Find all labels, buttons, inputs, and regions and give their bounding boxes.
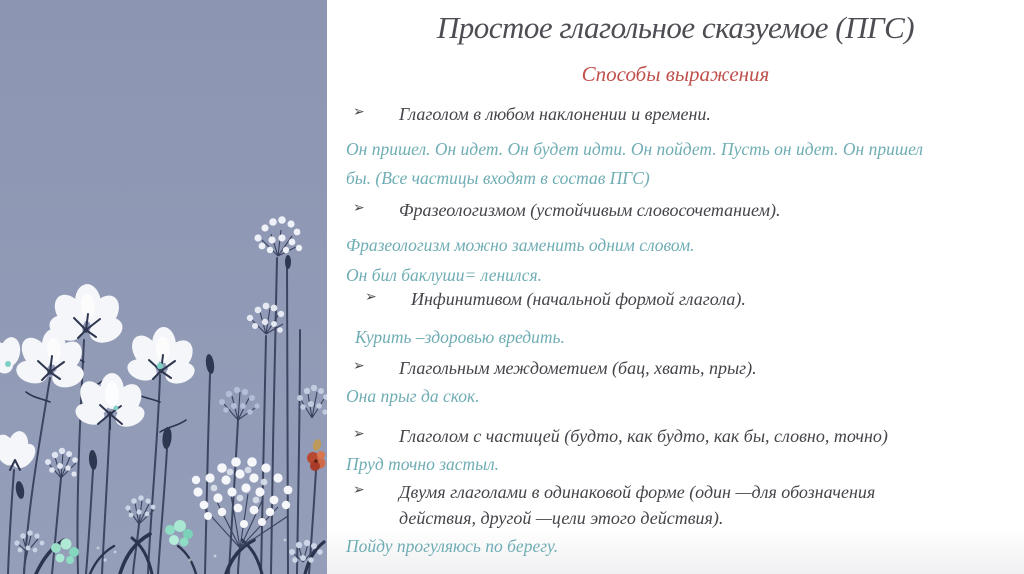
example-text: Курить –здоровью вредить.	[355, 327, 565, 347]
bullet-heading: Инфинитивом (начальной формой глагола).	[411, 289, 746, 309]
example-text: Пойду прогуляюсь по берегу.	[346, 536, 559, 556]
bullet-arrow-icon: ➢	[353, 105, 365, 120]
bullet-heading: Глагольным междометием (бац, хвать, прыг).	[399, 358, 757, 378]
bullet-item-3	[365, 286, 1000, 312]
bullet-item-2	[353, 197, 1000, 223]
bullet-arrow-icon: ➢	[353, 359, 365, 374]
example-text: Она прыг да скок.	[346, 386, 480, 406]
floral-illustration	[0, 0, 327, 574]
bullet-item-1	[353, 101, 1000, 127]
bullet-item-4	[353, 355, 1000, 381]
example-text: Он пришел. Он идет. Он будет идти. Он пойдет. Пусть он идет. Он пришел бы. (Все частицы входят в состав ПГС)	[346, 139, 924, 188]
bullet-heading: Двумя глаголами в одинаковой форме (один —для обозначения действия, другой —цели этого действия).	[399, 482, 876, 528]
bullet-arrow-icon: ➢	[353, 483, 365, 498]
bullet-heading: Глаголом с частицей (будто, как будто, как бы, словно, точно)	[399, 426, 888, 446]
floral-art-svg	[0, 0, 327, 574]
bullet-arrow-icon: ➢	[353, 427, 365, 442]
bullet-heading: Глаголом в любом наклонении и времени.	[399, 104, 711, 124]
slide-title: Простое глагольное сказуемое (ПГС)	[436, 10, 915, 45]
example-text: Фразеологизм можно заменить одним словом.	[346, 235, 695, 255]
slide-content-panel	[327, 0, 1024, 574]
bullet-heading: Фразеологизмом (устойчивым словосочетанием).	[399, 200, 781, 220]
slide-subtitle: Способы выражения	[581, 62, 770, 86]
bullet-arrow-icon: ➢	[365, 290, 377, 305]
bullet-arrow-icon: ➢	[353, 201, 365, 216]
bullet-item-5	[353, 423, 1000, 449]
example-text: Пруд точно застыл.	[346, 454, 500, 474]
example-text: Он бил баклуши= ленился.	[346, 265, 543, 285]
bullet-item-6	[353, 479, 1000, 531]
